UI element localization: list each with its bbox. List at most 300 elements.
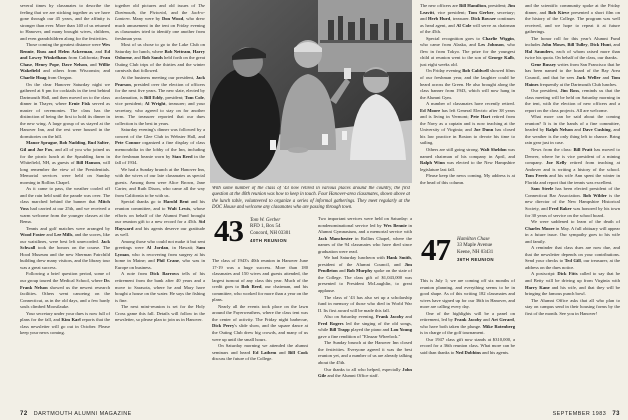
name-run: Ralph Nelson — [545, 127, 573, 133]
paragraph — [212, 304, 308, 343]
text-run: , who drew much amusement in the tent on Friday evening as classmates tried to identify one another from freshman year. — [115, 16, 205, 41]
name-run: Bill Cook — [288, 349, 308, 355]
text-column-5-top — [420, 3, 515, 232]
paragraph — [20, 140, 110, 186]
text-run: had carried at our 25th, and we received a warm welcome from the younger classes at the Bema. — [20, 205, 110, 225]
paragraph — [525, 271, 620, 297]
text-run: A number of classmates have recently retired. — [426, 101, 515, 107]
text-run: , and the scores, like our waistlines, were best left unrecorded. — [20, 232, 110, 244]
name-run: Ted Gill — [564, 258, 581, 264]
name-run: Bill Tulley — [567, 42, 588, 48]
text-run: in Rollins Chapel, where the names of the 94 classmates who have died since graduation were read. — [318, 235, 412, 254]
name-run: Charlie Hoag — [20, 75, 47, 81]
name-run: Bud Salter — [87, 140, 109, 146]
issue-date: SEPTEMBER 1983 — [552, 411, 607, 417]
paragraph — [420, 337, 515, 357]
text-run: On Saturday morning we attended the alumni seminars and heard — [212, 343, 308, 355]
text-run: A note from — [121, 271, 151, 277]
name-run: Jim Ross — [560, 88, 580, 94]
name-run: Herb Hurd — [427, 16, 451, 22]
text-run: has closed his law practice in Boston to devote his time to sailing. — [420, 127, 515, 146]
name-run: Gil and Joe Fox — [20, 147, 53, 153]
name-run: Joe Kelly — [546, 160, 567, 166]
text-run: spoke on the state of the College. The class gift of $1,043,000 was presented to President McLaughlin, to great applause. — [318, 268, 412, 294]
name-run: Bill Hamilton — [459, 3, 486, 8]
name-run: Walt Sheldon — [480, 147, 507, 153]
text-run: , secretary; and — [420, 9, 515, 22]
text-run: Among those who could not make it but sent greetings were — [115, 238, 205, 251]
paragraph — [525, 298, 620, 318]
name-run: Charlie Wiggin — [482, 35, 514, 41]
name-run: Dick Bowser — [471, 16, 497, 22]
name-run: Dick Fitts — [557, 271, 578, 277]
name-run: Bob Kieve — [548, 9, 570, 15]
paragraph — [20, 271, 110, 310]
text-run: Special thanks go to — [121, 199, 164, 205]
paragraph — [318, 216, 412, 255]
paragraph — [525, 245, 620, 271]
text-run: , and the — [166, 9, 192, 15]
name-run: Bob Caldwell — [462, 68, 489, 74]
text-run: Also on Saturday evening, — [324, 314, 376, 320]
name-run: Jack Weller — [576, 75, 601, 81]
paragraph — [115, 42, 205, 75]
name-run: Bill Trapp — [329, 327, 350, 333]
name-run: Bill Pratt — [573, 147, 593, 153]
text-run: served as master of ceremonies. The class has the distinction of being the first to hold its dinner in the new wing. A large group of us stayed at the Hanover Inn, and the rest were housed in the dormitories on the hill. — [20, 101, 110, 139]
name-run: Dick Perry — [212, 323, 235, 329]
text-run: , — [33, 48, 37, 54]
text-run: , president; — [162, 94, 185, 100]
name-run: Bob Nadding — [59, 140, 86, 146]
paragraph — [318, 367, 412, 380]
text-run: played the piano and — [349, 327, 391, 333]
footer-right — [553, 410, 620, 418]
text-run: , whose efforts on behalf of the Alumni Fund brought our reunion gift to a new record for a 45th. — [115, 205, 205, 225]
name-run: Stan Reed — [171, 153, 193, 159]
name-run: Al Jordan — [146, 245, 169, 251]
name-run: Dick Barrows — [150, 271, 180, 277]
text-run: and his wife Ann spent the winter in Florida and report that the tennis was excellent. — [525, 173, 620, 185]
text-run: is in charge of the golf tournament. — [420, 330, 485, 336]
text-run: has left General Electric after 38 years and is living in Vermont; — [420, 107, 515, 120]
text-run: retired from the Navy as a captain and is now teaching at the University of Virginia; and — [420, 114, 515, 133]
name-run: Jack Manchester — [318, 235, 353, 241]
text-run: We were saddened to learn of the death of — [531, 219, 620, 225]
text-run: , and — [131, 55, 143, 61]
text-run: continues as head agent, and — [420, 16, 515, 28]
name-run: Dave Nelson — [61, 61, 87, 67]
text-run: , the — [135, 9, 150, 15]
paragraph — [20, 42, 110, 81]
text-run: At the business meeting our president, — [121, 75, 196, 81]
secretary-address — [250, 218, 291, 245]
text-run: from California; — [66, 55, 101, 61]
text-run: and — [337, 268, 347, 274]
text-run: and the Alumni Office staff. — [326, 373, 379, 379]
text-run: , vice president; — [115, 94, 205, 107]
name-run: Harry Kane — [525, 284, 550, 290]
text-run: and — [403, 314, 412, 320]
text-run: , presided over the election of officers for the next five years. The new slate, elected by acclamation, is — [115, 81, 205, 100]
name-run: Wes Bennie — [383, 222, 407, 228]
text-run: retired from teaching at Andover and is writing a history of the school. — [525, 160, 620, 172]
text-run: , — [564, 42, 568, 48]
name-run: Dick Hunt — [590, 42, 611, 48]
text-run: and the scientific community spoke at the Friday dinner, and — [525, 3, 620, 15]
text-run: several times by classmates to describe the feeling that we are sticking together as we have gone through our 45 years, and the affinity is stronger than ever. More than 140 of us returned to Hanover, and many brought wives, children, and even grandchildren along for the festivities. — [20, 3, 110, 41]
name-run: Manor Sprague — [26, 140, 57, 146]
text-run: Our 1947 class gift now stands at $310,000, a record for a 36th reunion class. What more can be said than thanks to — [420, 336, 515, 356]
page-number-right: 73 — [612, 411, 620, 417]
name-run: Joe Dunn — [473, 127, 494, 133]
text-run: , who came from Alaska, and — [420, 35, 515, 48]
name-run: Fred Baker — [549, 205, 572, 211]
paragraph — [318, 314, 412, 340]
text-run: , — [57, 140, 60, 146]
text-run: The next mini-reunion is set for the Holy Cross game this fall. Details will follow in the newsletter, so please plan to join us in Hanover. — [115, 304, 205, 323]
paragraph — [212, 343, 308, 363]
text-run: from Oregon. — [46, 75, 73, 81]
paragraph — [525, 62, 620, 88]
text-run: Please keep the news coming. My address is at the head of this column. — [420, 173, 515, 185]
paragraph — [420, 173, 515, 186]
text-run: Our thanks to all who helped, especially — [324, 366, 403, 372]
name-run: Tom Ferris — [525, 173, 548, 179]
name-run: Gene Bussey — [531, 61, 557, 67]
name-run: Bob Sands — [142, 55, 163, 61]
text-run: The Sunday brunch at the Hanover Inn closed the festivities. Everyone agreed it was the best reunion yet, and a number of us are already talking about the 45th. — [318, 340, 412, 366]
photo-image — [210, 0, 412, 183]
address-line-2: Concord, NH 03301 — [250, 230, 291, 236]
paragraph — [318, 255, 412, 294]
magazine-title: DARTMOUTH ALUMNI MAGAZINE — [33, 411, 132, 417]
text-run: reports that the class newsletter will go out in October. Please keep your news coming. — [20, 317, 110, 336]
text-run: , who flew in from Tokyo. The prize for the youngest child at reunion went to the son of — [420, 42, 515, 61]
name-run: Ed Moore — [420, 107, 441, 113]
text-run: is the new director of the New Hampshire Historical Society, and — [525, 192, 620, 211]
name-run: Dr. Frank Nelson — [20, 277, 110, 290]
text-run: This is July 1; we are coming off six months of reunion planning, and everything seems to be in good shape. As of this writing 182 classmates and wives have signed up for our 36th in Hanover, and more are calling every day. — [420, 278, 515, 310]
name-run: Sam Steele — [531, 186, 554, 192]
text-run: together old pictures and old issues of — [115, 3, 199, 8]
text-run: and his reunion committee, and to — [115, 199, 205, 211]
paragraph — [525, 147, 620, 186]
text-column-6 — [525, 3, 620, 406]
text-run: As it came to pass, the weather cooled off and the rain held until the parade was over. The class marched behind the banner that — [20, 186, 110, 205]
text-run: The class of '43 has also set up a scholarship fund in memory of those who died in World War II. Its first award will be made this fall. — [318, 294, 412, 313]
address-line-1: 33 Maple Avenue — [457, 243, 493, 249]
text-run: and — [276, 349, 289, 355]
class-43-heading — [214, 213, 310, 255]
text-run: Nearly all the events took place on the lawn around the Fayerweathers, where the class tent was the center of activity. The Friday night barbecue, — [212, 303, 308, 322]
text-run: discuss the future of the College. — [212, 356, 273, 362]
paragraph — [318, 295, 412, 315]
text-column-4 — [318, 216, 412, 406]
name-run: Art Gerard — [491, 317, 514, 323]
page-number-left: 72 — [20, 411, 28, 417]
name-run: Fred Rogers — [318, 320, 344, 326]
name-run: Tom Cole — [184, 94, 204, 100]
paragraph — [525, 219, 620, 245]
name-run: Ernie Fisk — [68, 101, 91, 107]
name-run: Sid Hayward — [115, 219, 205, 231]
name-run: Bill Eddy — [144, 94, 163, 100]
text-run: writes from San Francisco that he has been named to the board of the Bay Area Council, and that he sees — [525, 61, 620, 81]
name-run: Mike Rotenberg — [482, 323, 515, 329]
text-run: , who was in Europe on business. — [115, 258, 205, 270]
text-run: Following a brief question period, some of our group toured the Medical School, where — [20, 271, 110, 283]
text-run: The Alumni Office asks that all who plan to stay on campus send in their housing forms by the first of the month. See you in Hanover! — [525, 297, 620, 316]
paragraph — [115, 75, 205, 127]
italic-run: Jack-o-Lantern — [115, 9, 205, 22]
secretary-name: Tom W. Gerber — [250, 218, 281, 223]
name-run: Fran Chase — [20, 55, 110, 67]
paragraph — [115, 304, 205, 324]
text-run: The class of 1943's 40th reunion in Hanover June 17-19 was a huge success. More than 180 classmates and 150 wives and guests attended, the largest turnout of any class this year. Much of the credit goes to — [212, 258, 308, 290]
text-run: , in Hawaii; — [168, 245, 197, 251]
text-column-5-bottom — [420, 278, 515, 406]
name-run: Ed Lathem — [252, 349, 277, 355]
name-run: Harold Bent — [163, 199, 189, 205]
text-run: The new officers are — [420, 3, 460, 8]
name-run: Mitch Voss — [20, 199, 110, 211]
text-run: , and — [92, 48, 105, 54]
footer-left — [20, 410, 132, 418]
text-run: Your secretary under your dues is now full of plans for the fall, and — [20, 310, 110, 323]
text-run: and — [45, 232, 55, 238]
text-run: Our president, — [531, 88, 561, 94]
name-run: Ned Dobbins — [455, 350, 481, 356]
name-run: Frank Jacoby — [375, 314, 404, 320]
text-run: will serve as chairman of the 45th. — [420, 22, 515, 35]
text-run: What more can be said about the coming reunion? It is in the hands of a fine committee, headed by — [525, 114, 620, 133]
italic-run: The Dartmouth — [115, 3, 205, 15]
name-run: Jim Pendleton — [318, 261, 412, 274]
text-run: Two important services were held on Saturday: a nondenominational service led by — [318, 216, 412, 228]
text-run: , — [32, 61, 35, 67]
text-run: in Alumni Gymnasium, and a memorial service with — [318, 222, 412, 235]
text-run: and his agents. — [480, 350, 510, 356]
name-run: Bill Hanson — [76, 160, 100, 166]
name-run: George Kalb — [488, 55, 514, 61]
name-run: Bob Reed — [241, 284, 262, 290]
paragraph — [420, 101, 515, 147]
text-run: , our treasurer, at the address on the dues notice. — [525, 258, 620, 270]
paragraph — [115, 167, 205, 200]
text-run: We had Saturday luncheon with — [324, 255, 387, 261]
text-run: , reminds us that the class meeting will be held on Saturday morning in the tent, with the election of new officers and a report on the class projects. All are welcome. — [525, 88, 620, 113]
paragraph — [115, 271, 205, 304]
text-run: held forth on the great Outing Club trips of the thirties and the winter carnivals that followed. — [115, 55, 205, 74]
text-run: News from the class: — [531, 147, 574, 153]
class-numeral: 47 — [421, 232, 450, 267]
paragraph — [115, 127, 205, 166]
text-run: , — [587, 42, 591, 48]
text-run: , our chairman, and his committee, who worked for more than a year on the plans. — [212, 284, 308, 303]
name-run: Lee Mills — [54, 232, 73, 238]
paragraph — [20, 3, 110, 42]
class-photo — [210, 0, 412, 183]
name-run: Al Wright — [144, 101, 166, 107]
text-run: , and — [86, 61, 99, 67]
name-run: Jim Leavitt — [420, 3, 515, 15]
text-run: , will long remember the view of the Presidentials. Memorial services were held on Sunday morning in Rollins Chapel. — [20, 160, 110, 185]
name-run: Lou Young — [390, 327, 412, 333]
name-run: Hank Smith — [386, 255, 411, 261]
text-run: and — [481, 317, 492, 323]
text-run: frequently at the Dartmouth Club lunches. — [538, 81, 618, 87]
paragraph — [420, 3, 515, 36]
text-run: , — [190, 48, 193, 54]
paragraph — [420, 36, 515, 69]
text-run: We had a Sunday brunch at the Hanover Inn, with the wives of our late classmates as special guests. Among them were Alice Brown, Jane Carter, and Ruth Dixon, who came all the way from California to be with us. — [115, 166, 205, 198]
text-run: organized a fine display of class memorabilia in the lobby of the Inn, including the freshman beanie worn by — [115, 140, 205, 159]
paragraph — [525, 114, 620, 147]
reunion-label: 36TH REUNION — [457, 257, 495, 263]
text-run: in the fall of 1934. — [115, 153, 205, 166]
name-run: Willie Wakefield — [20, 61, 110, 74]
text-run: Special recognition goes to — [426, 35, 483, 41]
name-run: Pete Connor — [115, 140, 141, 146]
address-line-2: Keene, NH 03431 — [457, 249, 494, 255]
text-column-3 — [212, 258, 308, 406]
address-line-1: RFD 1, Box 54 — [250, 224, 281, 230]
name-run: Frank Jacoby — [454, 317, 482, 323]
paragraph — [212, 258, 308, 304]
text-run: One of the highlights will be a panel on retirement, led by — [420, 310, 515, 323]
text-run: and his wife, and that they will be bringing the famous punch bowl. — [525, 284, 620, 297]
name-run: Bob Murphy — [346, 268, 373, 274]
name-run: Don Wood — [161, 16, 184, 22]
text-column-2 — [115, 3, 205, 406]
paragraph — [20, 311, 110, 337]
text-run: , vice president; — [434, 9, 469, 15]
text-run: led the singing of the old songs, while — [318, 320, 412, 333]
name-run: Ralph Winn — [420, 160, 445, 166]
text-run: , president of the Alumni Council, and — [318, 255, 412, 267]
text-run: On the clear Hanover Saturday night we gathered at 6 pm for cocktails in the tent behind Dartmouth Hall, and then moved on to the class dinner in Thayer, where — [20, 81, 110, 107]
text-run: , who have both taken the plunge. — [420, 317, 515, 329]
name-run: Walt Lewis — [167, 205, 191, 211]
reunion-label: 40TH REUNION — [250, 238, 288, 244]
paragraph — [420, 278, 515, 311]
text-run: and his agents deserve our gratitude as well. — [115, 225, 205, 238]
text-run: . Many were by — [129, 16, 162, 22]
text-run: A reminder that class dues are now due, and that the newsletter depends on your contributions. Send your checks to — [525, 245, 620, 264]
name-run: John Moses — [541, 42, 565, 48]
name-run: John Gile — [318, 366, 412, 379]
paragraph — [20, 82, 110, 141]
name-run: Pete Hart — [470, 114, 491, 120]
name-run: Ed and Lowey Winkelhaus — [20, 48, 110, 61]
name-run: Bob Wilder — [583, 192, 607, 198]
class-47-heading — [421, 232, 517, 274]
text-run: has been elected president of the Connecticut Bar Association. — [525, 186, 620, 198]
text-run: , — [58, 61, 62, 67]
text-run: showed us the newest research facilities. Others went canoeing on the Connecticut, as in the old days, and a few hardy souls climbed Moosilauke. — [20, 284, 110, 310]
name-run: Henry Pope — [34, 61, 59, 67]
text-run: , and the weather is the only thing left to chance. Bring rain gear just in case. — [525, 127, 620, 146]
name-run: Wes Bennie — [20, 42, 110, 54]
name-run: Hal Saunders — [525, 48, 553, 54]
text-run: was named chairman of his company in April, and — [420, 147, 515, 159]
text-run: was honored by his town for 30 years of service on the school board. — [525, 205, 620, 218]
paragraph — [525, 3, 620, 36]
text-run: , who is recovering from surgery at his home in Maine; and — [115, 251, 205, 264]
name-run: Jack Pearson — [115, 75, 205, 87]
text-run: was elected to the New Hampshire legislature last fall. — [420, 160, 515, 172]
paragraph — [115, 239, 205, 272]
text-run: A postscript: — [531, 271, 558, 277]
paragraph — [420, 311, 515, 337]
italic-run: Pictorial — [149, 9, 167, 15]
text-run: On Friday evening — [426, 68, 463, 74]
shelf — [320, 40, 412, 43]
name-run: Dave Cushing — [582, 127, 611, 133]
paragraph — [20, 226, 110, 272]
text-run: Others are still going strong. — [426, 147, 481, 153]
paragraph — [525, 36, 620, 62]
text-run: called to say that he and Betty will be driving up from Virginia with — [525, 271, 620, 283]
text-run: tells of his retirement from the bank after 40 years and a move to Sarasota, where he and Mary have bought a house on the water. He says the fishing is fine. — [115, 271, 205, 303]
paragraph — [525, 88, 620, 114]
text-run: , just eight weeks old. — [420, 55, 515, 67]
secretary-name: Hamilton Chase — [457, 237, 490, 242]
name-run: Tom Haines — [525, 75, 620, 87]
name-run: Bob Nettram — [164, 48, 191, 54]
text-run: Tennis and golf matches were arranged by — [26, 225, 110, 231]
name-run: Wood Foster — [20, 232, 46, 238]
text-run: and — [572, 127, 583, 133]
text-run: , and — [610, 42, 620, 48]
text-run: , — [85, 140, 88, 146]
text-run: , and all of you who joined us for the picnic lunch at the Spaulding farm in Whitefield, NH, as guests of — [20, 147, 110, 166]
name-run: Jack Schwall — [20, 238, 110, 251]
name-run: Tom Gerber — [468, 9, 494, 15]
text-run: , each of whom raised more than twice his quota. On behalf of the class, our thanks. — [525, 48, 620, 61]
paragraph — [115, 199, 205, 238]
text-run: , — [108, 140, 110, 146]
paragraph — [525, 186, 620, 219]
text-run: 's slide show, and the square dance at the Outing Club drew big crowds, and many of us were up until the small hours. — [212, 323, 308, 342]
text-run: , treasurer; and your secretary, who agreed to stay on for another term. The treasurer reported that our dues collection is the best in years. — [115, 101, 205, 126]
name-run: Charles Moore — [525, 225, 555, 231]
text-run: Those coming the greatest distance were — [26, 42, 102, 48]
name-run: Russ and Helen Ackerman — [36, 48, 93, 54]
text-run: presented a short film on the history of the College. The program was well received, and we hope to repeat it at future gatherings. — [525, 9, 620, 35]
name-run: Harry Osborne — [115, 48, 205, 61]
class-numeral: 43 — [214, 213, 243, 248]
text-run: and others from Wisconsin; and — [39, 68, 110, 74]
text-run: in May. A full obituary will appear in a future issue. Our sympathy goes to his wife and family. — [525, 225, 620, 244]
text-column-1 — [20, 3, 110, 406]
secretary-address — [457, 237, 494, 264]
text-run: gave a fine rendition of "Eleazar Wheelock." — [318, 333, 401, 339]
name-run: Al Cole — [456, 22, 472, 28]
text-run: , president; — [485, 3, 508, 8]
text-run: Saturday evening's dinner was followed by a concert of the Glee Club in Webster Hall, and — [115, 127, 205, 139]
text-run: showed films of our freshman year, and the laughter could be heard across the Green. He also brought along the class banner from 1943, which will now hang in the Alumni Gym. — [420, 68, 515, 100]
text-run: and — [600, 75, 612, 81]
text-run: , treasurer. — [450, 16, 471, 22]
text-run: took the honors on the course. The Hood Museum and the new Sherman Fairchild building drew many visitors, and the library tour was a great success. — [20, 245, 110, 270]
paragraph — [20, 186, 110, 225]
name-run: Sam Lyman — [115, 245, 205, 257]
text-run: The honor roll for this year's Alumni Fund includes — [525, 35, 620, 48]
name-run: Kim Karl — [61, 317, 81, 323]
name-run: Les Johnson — [478, 42, 504, 48]
